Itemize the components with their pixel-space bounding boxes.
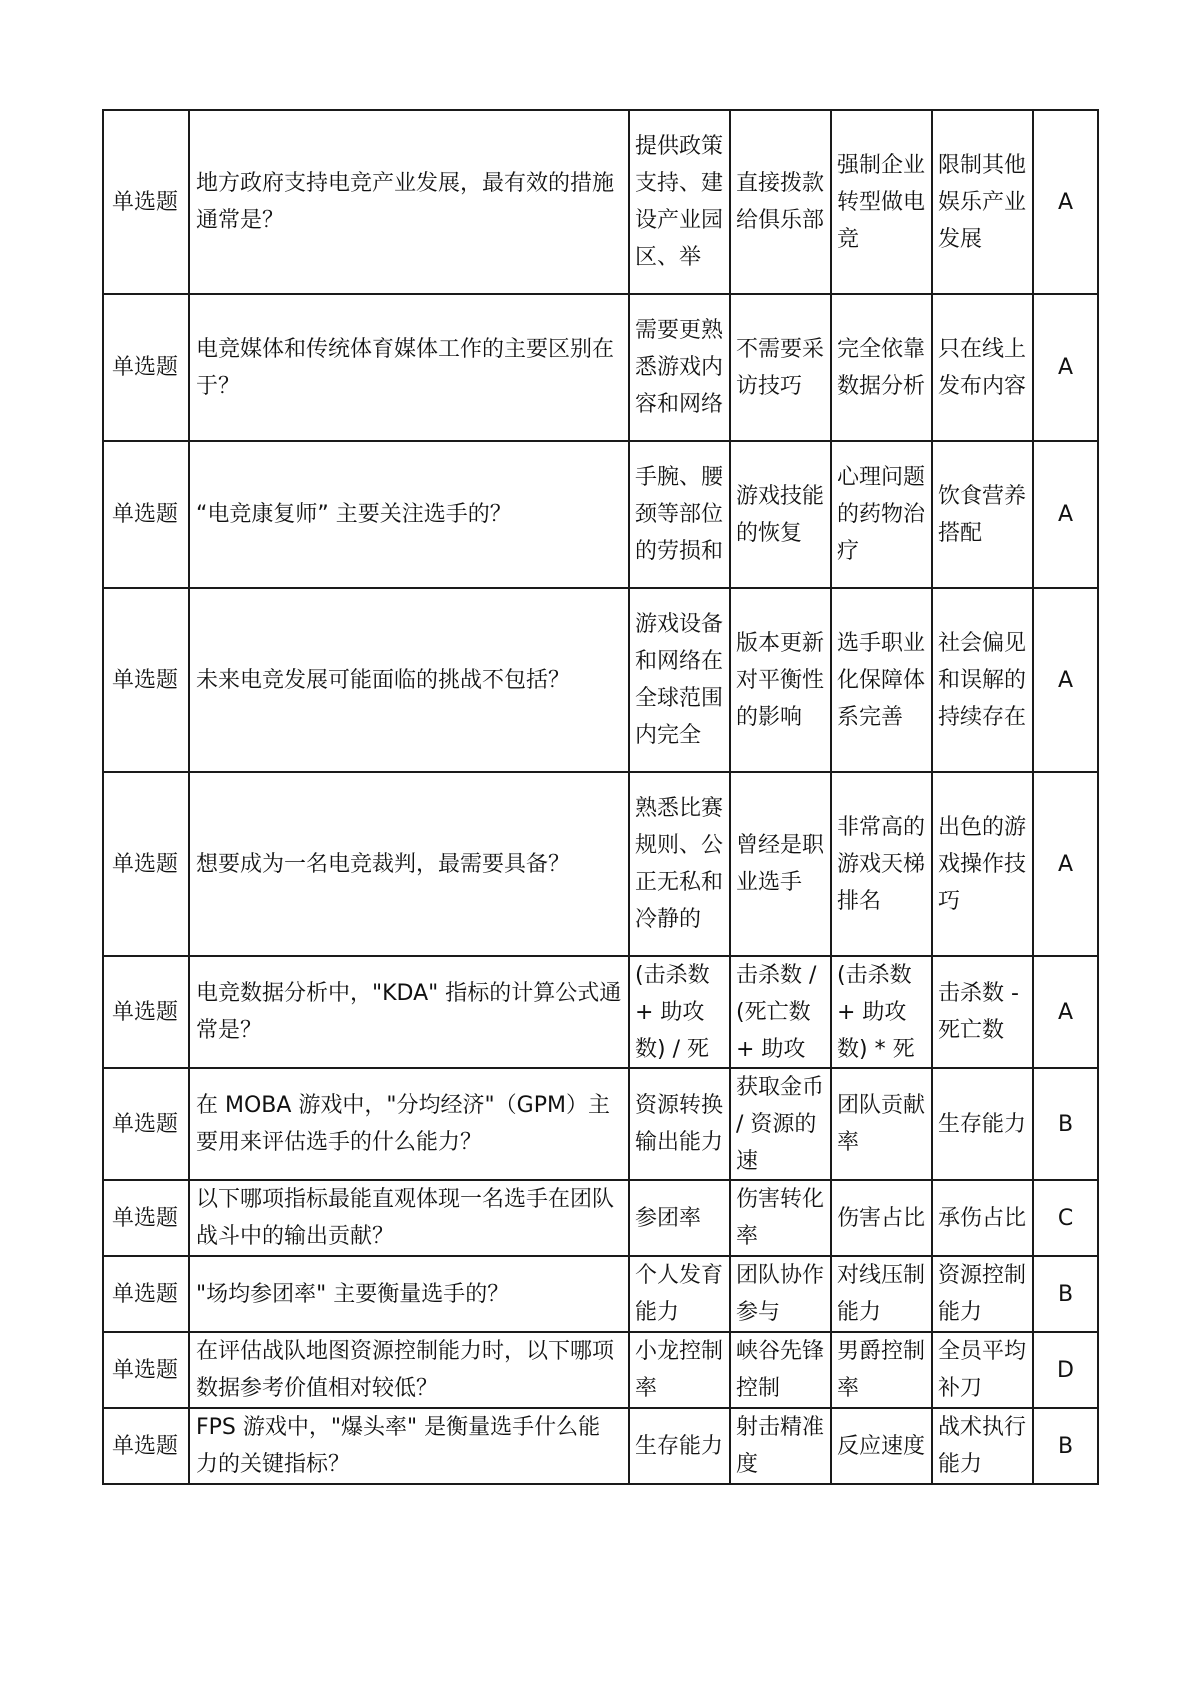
option-c: 选手职业化保障体系完善 <box>831 588 932 772</box>
option-b <box>730 956 831 1068</box>
option-b: 游戏技能的恢复 <box>730 441 831 588</box>
option-c: 完全依靠数据分析 <box>831 294 932 441</box>
option-a <box>629 588 730 772</box>
table-row <box>103 772 1098 956</box>
option-d: 击杀数 - 死亡数 <box>932 956 1033 1068</box>
answer-cell: B <box>1033 1408 1098 1484</box>
option-c-text: (击杀数 + 助攻数) * 死 <box>837 963 915 1062</box>
option-a <box>629 441 730 588</box>
question-text: 地方政府支持电竞产业发展，最有效的措施通常是？ <box>189 110 629 294</box>
table-row <box>103 1180 1098 1256</box>
option-a-text: 游戏设备和网络在全球范围内完全 <box>635 612 724 748</box>
answer-cell: B <box>1033 1256 1098 1332</box>
question-type: 单选题 <box>103 772 189 956</box>
answer-cell: B <box>1033 1068 1098 1180</box>
answer-cell: D <box>1033 1332 1098 1408</box>
option-b: 直接拨款给俱乐部 <box>730 110 831 294</box>
question-type: 单选题 <box>103 1256 189 1332</box>
table-row <box>103 1068 1098 1180</box>
option-a-text: 需要更熟悉游戏内容和网络 <box>635 318 724 417</box>
option-d: 饮食营养搭配 <box>932 441 1033 588</box>
option-d: 社会偏见和误解的持续存在 <box>932 588 1033 772</box>
option-b-text: 峡谷先锋控制 <box>736 1339 825 1401</box>
option-b: 伤害转化率 <box>730 1180 831 1256</box>
question-text: 以下哪项指标最能直观体现一名选手在团队战斗中的输出贡献？ <box>189 1180 629 1256</box>
option-c: 心理问题的药物治疗 <box>831 441 932 588</box>
option-b-text: 团队协作参与 <box>736 1263 825 1325</box>
question-type: 单选题 <box>103 1408 189 1484</box>
table-row <box>103 1408 1098 1484</box>
option-d: 限制其他娱乐产业发展 <box>932 110 1033 294</box>
question-text: 未来电竞发展可能面临的挑战不包括？ <box>189 588 629 772</box>
option-d: 生存能力 <box>932 1068 1033 1180</box>
option-c: 男爵控制率 <box>831 1332 932 1408</box>
question-text: 想要成为一名电竞裁判，最需要具备？ <box>189 772 629 956</box>
option-d: 战术执行能力 <box>932 1408 1033 1484</box>
question-type: 单选题 <box>103 294 189 441</box>
table-row <box>103 956 1098 1068</box>
option-d: 全员平均补刀 <box>932 1332 1033 1408</box>
answer-cell: A <box>1033 294 1098 441</box>
question-text: 电竞媒体和传统体育媒体工作的主要区别在于？ <box>189 294 629 441</box>
table-row <box>103 1256 1098 1332</box>
answer-cell: A <box>1033 956 1098 1068</box>
answer-cell: A <box>1033 588 1098 772</box>
answer-cell: C <box>1033 1180 1098 1256</box>
question-type: 单选题 <box>103 441 189 588</box>
question-type: 单选题 <box>103 1332 189 1408</box>
question-type: 单选题 <box>103 110 189 294</box>
option-a: 资源转换输出能力 <box>629 1068 730 1180</box>
option-b <box>730 1256 831 1332</box>
option-a: 参团率 <box>629 1180 730 1256</box>
option-b: 曾经是职业选手 <box>730 772 831 956</box>
option-b-text: 获取金币 / 资源的速 <box>736 1075 825 1174</box>
option-c <box>831 956 932 1068</box>
option-b-text: 击杀数 / (死亡数 + 助攻 <box>736 963 817 1062</box>
option-c: 伤害占比 <box>831 1180 932 1256</box>
option-a-text: 手腕、腰颈等部位的劳损和 <box>635 465 724 564</box>
table-row <box>103 1332 1098 1408</box>
option-a <box>629 294 730 441</box>
question-type: 单选题 <box>103 588 189 772</box>
option-a <box>629 772 730 956</box>
answer-cell: A <box>1033 110 1098 294</box>
table-row <box>103 441 1098 588</box>
table-body <box>103 110 1098 1484</box>
option-b: 射击精准度 <box>730 1408 831 1484</box>
table-row <box>103 110 1098 294</box>
option-b: 不需要采访技巧 <box>730 294 831 441</box>
question-table-container <box>102 109 1097 1485</box>
option-c: 强制企业转型做电竞 <box>831 110 932 294</box>
option-a-text: 熟悉比赛规则、公正无私和冷静的 <box>635 796 724 932</box>
option-c: 团队贡献率 <box>831 1068 932 1180</box>
table-row <box>103 588 1098 772</box>
option-c: 反应速度 <box>831 1408 932 1484</box>
option-d: 承伤占比 <box>932 1180 1033 1256</box>
option-b: 版本更新对平衡性的影响 <box>730 588 831 772</box>
question-type: 单选题 <box>103 1180 189 1256</box>
question-text: 在 MOBA 游戏中，"分均经济"（GPM）主要用来评估选手的什么能力？ <box>189 1068 629 1180</box>
question-text: 电竞数据分析中，"KDA" 指标的计算公式通常是？ <box>189 956 629 1068</box>
option-a: 生存能力 <box>629 1408 730 1484</box>
question-text: FPS 游戏中，"爆头率" 是衡量选手什么能力的关键指标？ <box>189 1408 629 1484</box>
option-a <box>629 110 730 294</box>
option-a: 个人发育能力 <box>629 1256 730 1332</box>
option-a <box>629 956 730 1068</box>
option-a-text: (击杀数 + 助攻数) / 死 <box>635 963 710 1062</box>
option-a-text: 提供政策支持、建设产业园区、举 <box>635 134 724 270</box>
option-d: 出色的游戏操作技巧 <box>932 772 1033 956</box>
question-text: “电竞康复师” 主要关注选手的？ <box>189 441 629 588</box>
answer-cell: A <box>1033 772 1098 956</box>
option-a: 小龙控制率 <box>629 1332 730 1408</box>
question-type: 单选题 <box>103 1068 189 1180</box>
option-d: 资源控制能力 <box>932 1256 1033 1332</box>
question-type: 单选题 <box>103 956 189 1068</box>
table-row <box>103 294 1098 441</box>
option-c: 非常高的游戏天梯排名 <box>831 772 932 956</box>
option-b <box>730 1068 831 1180</box>
question-table <box>102 109 1099 1485</box>
answer-cell: A <box>1033 441 1098 588</box>
option-d: 只在线上发布内容 <box>932 294 1033 441</box>
question-text: 在评估战队地图资源控制能力时，以下哪项数据参考价值相对较低？ <box>189 1332 629 1408</box>
question-text: "场均参团率" 主要衡量选手的？ <box>189 1256 629 1332</box>
option-c: 对线压制能力 <box>831 1256 932 1332</box>
option-b <box>730 1332 831 1408</box>
